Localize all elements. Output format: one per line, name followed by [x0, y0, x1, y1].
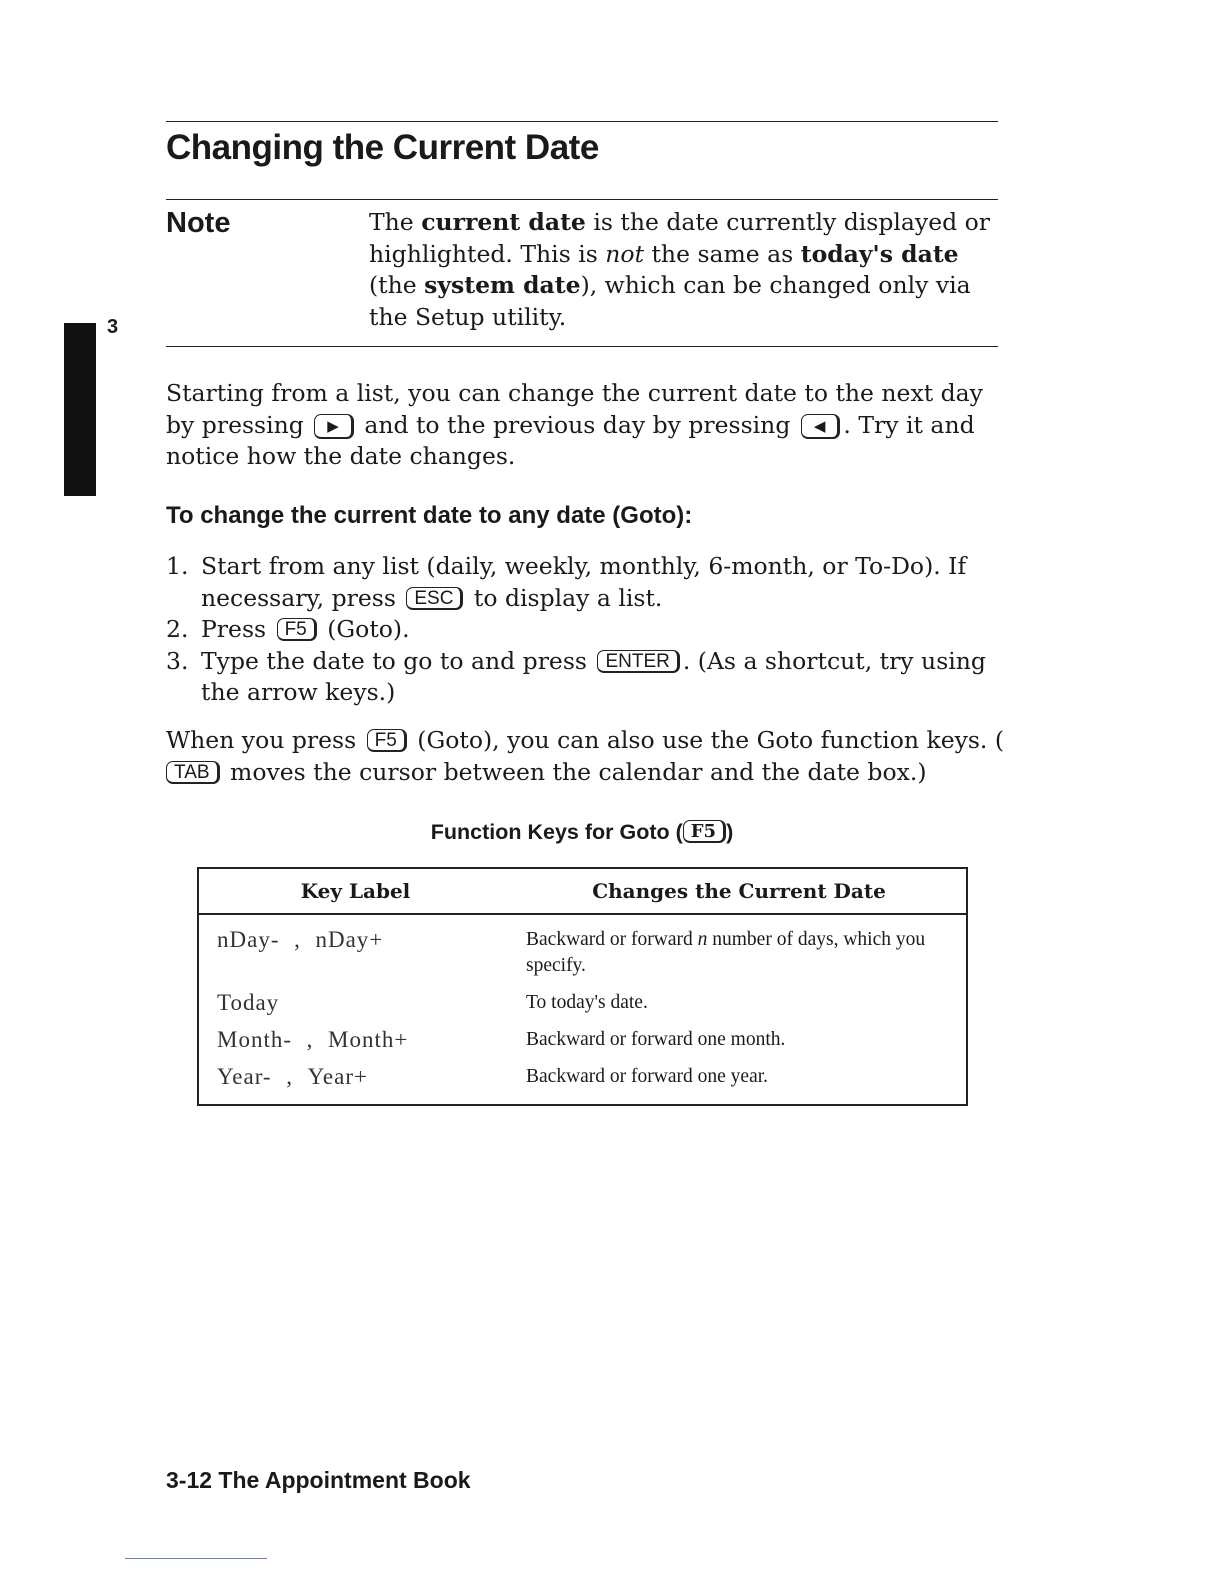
- table-row: [198, 990, 967, 1027]
- key-label-cell: Month- , Month+: [217, 1027, 409, 1052]
- note-body: The current date is the date currently displayed or highlighted. This is not the same as today's date (the system date), which can be changed only via the Setup utility.: [369, 208, 991, 331]
- scan-artifact-line: [125, 1558, 267, 1559]
- column-header-changes: Changes the Current Date: [512, 868, 967, 914]
- term-current-date: current date: [421, 208, 586, 236]
- key-label-cell: Year- , Year+: [217, 1064, 368, 1089]
- list-item: 2. Press F5 (Goto).: [166, 615, 410, 643]
- note-top-rule: [166, 199, 998, 200]
- table-row: [198, 914, 967, 990]
- list-item: 3. Type the date to go to and press ENTER . (As a shortcut, try using the arrow keys.): [166, 646, 986, 706]
- left-arrow-key-icon: ◀: [801, 414, 841, 439]
- list-item: 1. Start from any list (daily, weekly, monthly, 6-month, or To-Do). If necessary, press ESC to display a list.: [166, 552, 967, 612]
- table-caption: Function Keys for Goto ( F5 ): [430, 820, 734, 844]
- description-cell: Backward or forward one month.: [526, 1029, 786, 1050]
- emphasis-not: not: [605, 239, 645, 268]
- table-row: [198, 1027, 967, 1064]
- chapter-thumb-tab: [64, 323, 96, 496]
- esc-key-icon: ESC: [406, 587, 463, 610]
- tab-key-icon: TAB: [166, 761, 220, 784]
- goto-function-keys-paragraph: When you press F5 (Goto), you can also use the Goto function keys. (TAB moves the cursor between the calendar and the date box.): [166, 726, 1005, 786]
- chapter-number: 3: [107, 316, 119, 338]
- table-header-row: [198, 868, 967, 914]
- f5-key-icon: F5: [367, 729, 407, 752]
- page-footer: 3-12 The Appointment Book: [166, 1467, 471, 1493]
- note-label: Note: [166, 207, 231, 239]
- description-cell: To today's date.: [526, 992, 648, 1013]
- f5-key-icon: F5: [277, 618, 317, 641]
- intro-paragraph: Starting from a list, you can change the current date to the next day by pressing ▶ and to the previous day by pressing ◀ . Try it and notice how the date changes.: [166, 379, 983, 470]
- function-keys-table: [197, 867, 968, 1106]
- enter-key-icon: ENTER: [597, 650, 679, 673]
- description-cell: Backward or forward n number of days, which you specify.: [526, 929, 926, 976]
- column-header-key-label: Key Label: [198, 868, 512, 914]
- term-system-date: system date: [424, 271, 581, 299]
- key-label-cell: nDay- , nDay+: [217, 927, 384, 952]
- page-title: Changing the Current Date: [166, 128, 599, 167]
- goto-subheading: To change the current date to any date (Goto):: [166, 502, 693, 529]
- term-todays-date: today's date: [800, 239, 959, 268]
- right-arrow-key-icon: ▶: [314, 414, 354, 439]
- description-cell: Backward or forward one year.: [526, 1066, 769, 1087]
- f5-key-icon: F5: [683, 820, 726, 843]
- note-bottom-rule: [166, 346, 998, 347]
- table-row: [198, 1064, 967, 1105]
- key-label-cell: Today: [217, 990, 280, 1015]
- title-top-rule: [166, 121, 998, 122]
- goto-steps-list: [166, 551, 1016, 709]
